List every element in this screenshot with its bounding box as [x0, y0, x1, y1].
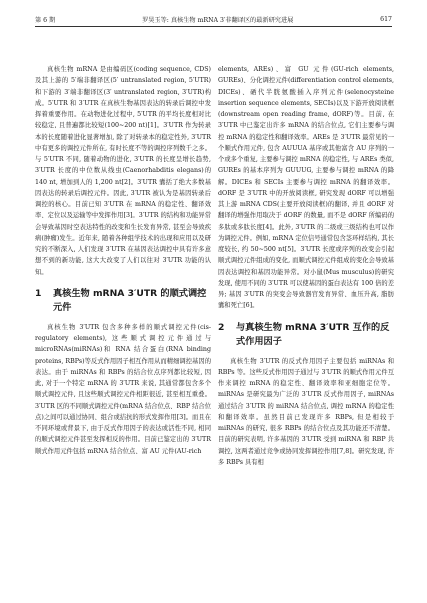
intro-paragraph: 真核生物 mRNA 是由编码区(coding sequence, CDS)及其上游的 5′端非翻译区(5′ untranslated region, 5′UTR)和下游的 3′端非翻译区(3′ untranslated region, 3′UTR)构成。5′UTR 和 3′UTR 在真核生物基因表达的转录后调控中发挥着重要作用。在动物进化过程中, 5′UTR 的平均长度相对比较稳定, 且普遍都比较短(100~200 nt)[1]。3′UTR 作为转录本的长度随着进化显著增加, 除了对转录本的稳定性外, 3′UTR 中有更多的调控元件所在, 有时长度不等的调控序列数千之多。与 5′UTR 不同, 随着动物的进化, 3′UTR 的长度呈增长趋势, 3′UTR 长度的中位数从线虫(Caenorhabditis elegans)的 140 nt, 增加到人的 1,200 nt[2]。3′UTR 囊括了绝大多数基因表达的转录后调控元件。因此, 3′UTR 被认为是基因转录后调控的核心。目前已知 3′UTR 在 mRNA 的稳定性、翻译效率、定位以及运输等中发挥作用[3]。3′UTR 的结构和功能异常会导致基因时空表达特性的改变和生长发育异常, 甚至会导致疾病(肿瘤)发生。近年来, 随着各种组学技术的出现和应用以及研究的不断深入, 人们发现 3′UTR 在基因表达调控中具有许多意想不到的新功能, 这大大改变了人们以往对 3′UTR 功能的认知。: [35, 66, 211, 276]
section-2-title: 与真核生物 mRNA 3′UTR 互作的反式作用因子: [236, 321, 390, 347]
running-header: [35, 13, 392, 26]
right-column: [218, 64, 394, 468]
section-1-heading: [35, 287, 211, 315]
section-1-number: 1: [35, 287, 42, 299]
left-column: [35, 64, 211, 457]
issue-number: 第 6 期: [35, 17, 56, 24]
running-title: 罗昊玉等: 真核生物 mRNA 3′非翻译区的最新研究进展: [142, 17, 294, 24]
section-2-paragraph: 真核生物 3′UTR 的反式作用因子主要包括 miRNAs 和 RBPs 等。这些反式作用因子通过与 3′UTR 的顺式作用元件互作来调控 mRNA 的稳定性、翻译效率和亚细胞定位等。miRNAs 是研究最为广泛的 3′UTR 反式作用因子, miRNAs 通过结合 3′UTR 的 miRNA 结合位点, 调控 mRNA 的稳定性和翻译效率。虽然目前已发现许多 RBPs, 但是相较于 miRNAs 的研究, 很多 RBPs 的结合位点及其功能还不清楚。目前的研究表明, 许多基因的 3′UTR 受到 miRNA 和 RBP 共调控, 这两者通过竞争或协同发挥调控作用[7,8]。研究发现, 许多 RBPs 具有相: [218, 357, 394, 466]
section-1-paragraph: 真核生物 3′UTR 包含多种多样的顺式调控元件(cis-regulatory elements), 这些顺式调控元件通过与 microRNAs(miRNAs)和 RNA 结合蛋白(RNA binding proteins, RBPs)等反式作用因子相互作用从而精细调控基因的表达。由于 miRNAs 和 RBPs 的结合位点序列都比较短, 因此, 对于一个特定 mRNA 的 3′UTR 来说, 其通常都包含多个顺式调控元件, 且这些顺式调控元件相距很近, 甚至相互重叠。3′UTR 区的不同顺式调控元件(mRNA 结合位点、RBP 结合位点)之间可以通过协同、组合或拮抗的形式发挥作用[3]。而且在不同环境或背景下, 由于反式作用因子的表达或活性不同, 相同的顺式调控元件甚至发挥相反的作用。目前已鉴定出的 3′UTR 顺式作用元件包括 mRNA 结合位点、富 AU 元件(AU-rich: [35, 323, 211, 455]
header-divider: [35, 26, 392, 27]
section-2-number: 2: [218, 321, 225, 333]
page-number: 617: [380, 16, 392, 23]
section-2-heading: [218, 321, 394, 349]
continuation-paragraph: elements, AREs)、富 GU 元件(GU-rich elements, GUREs)、分化调控元件(differentiation control elements, DICEs)、硒代半胱氨酸插入序列元件(selenocysteine insertion sequence elements, SECIs)以及下游开放阅读框(downstream open reading frame, dORF)等。目前, 在 3′UTR 中已鉴定出许多 mRNA 的结合位点, 它们主要参与调控 mRNA 的稳定性和翻译效率。AREs 是 3′UTR 最常见的一个顺式作用元件, 包含 AUUUA 基序或其他富含 AU 序列的一个或多个重复, 主要参与调控 mRNA 的稳定性, 与 AREs 类似, GUREs 的基本序列为 GUUUG, 主要参与调控 mRNA 的降解。DICEs 和 SECIs 主要参与调控 mRNA 的翻译效率。dORF 是 3′UTR 中的开放阅读框, 研究发现 dORF 可以增强其上游 mRNA CDS(主要开放阅读框)的翻译, 并且 dORF 对翻译的增强作用取决于 dORF 的数量, 而不是 dORF 所编码的多肽或多肽长度[4]。此外, 3′UTR 的二级或三级结构也可以作为调控元件。例如, mRNA 定位信号通常包含茎环样结构, 其长度较长, 约 50~500 nt[5]。3′UTR 长度或序列的改变会引起顺式调控元件组成的变化, 而顺式调控元件组成的变化会导致基因表达调控和基因功能异常。对小鼠(Mus musculus)的研究发现, 使用不同的 3′UTR 可以使基因的蛋白表达有 100 倍的差异; 基因 3′UTR 的突变会导致器官发育异常、血压升高, 脂肪囊和死亡[6]。: [218, 66, 394, 310]
section-1-title: 真核生物 mRNA 3′UTR 的顺式调控元件: [53, 287, 207, 313]
